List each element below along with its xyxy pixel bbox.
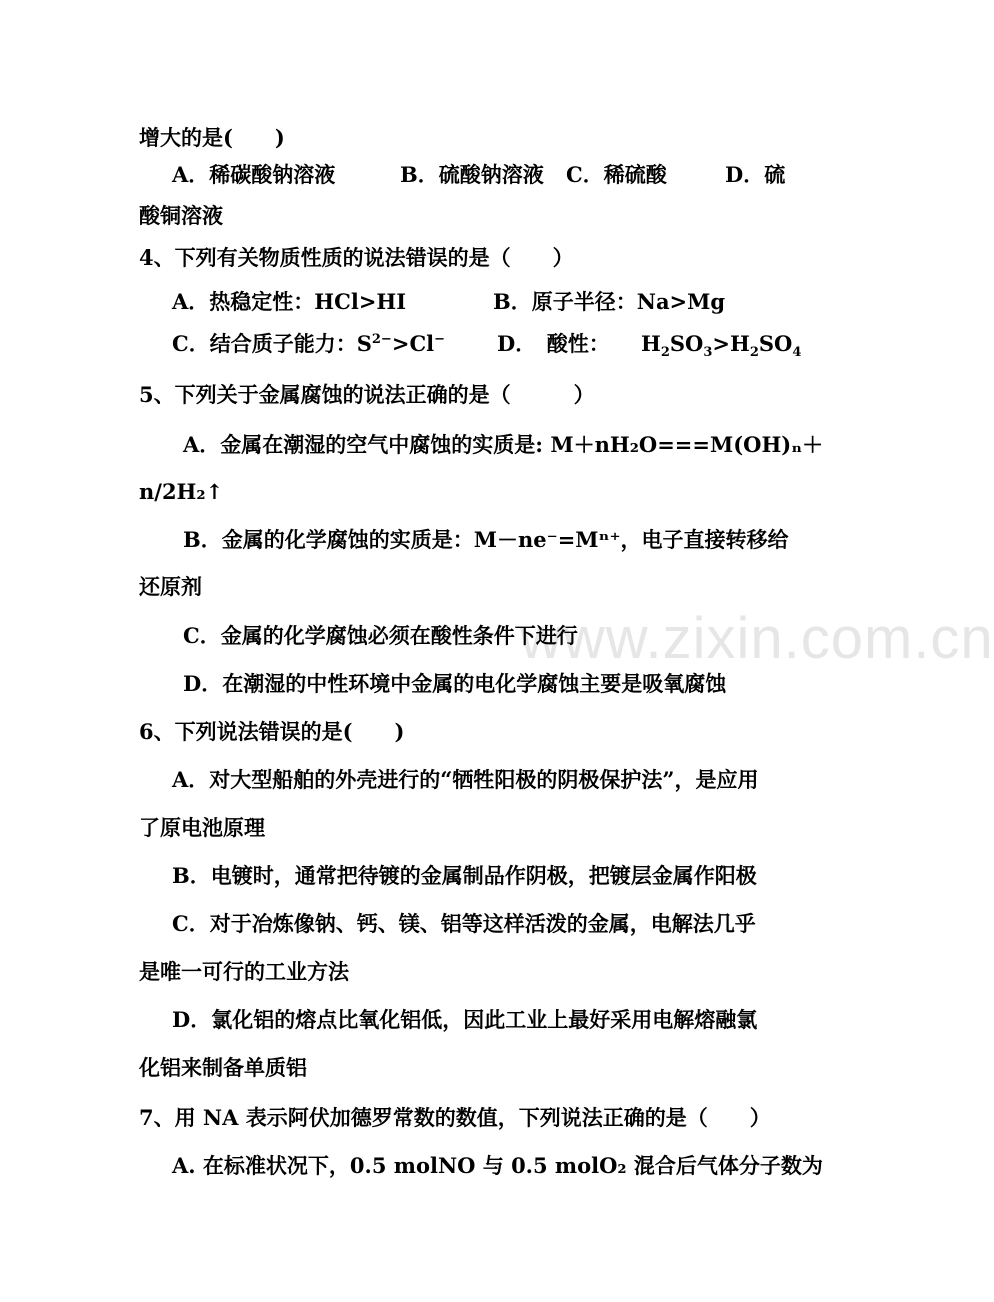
- option-d: D．硫: [725, 162, 786, 187]
- question-6-option-c-cont: 是唯一可行的工业方法: [139, 959, 349, 984]
- question-5-option-a-cont: n/2H₂↑: [139, 479, 224, 504]
- question-5-stem: 5、下列关于金属腐蚀的说法正确的是（ ）: [139, 382, 595, 407]
- question-6-stem: 6、下列说法错误的是( ): [139, 719, 405, 744]
- question-5-option-c: C．金属的化学腐蚀必须在酸性条件下进行: [183, 623, 578, 648]
- option-d-formula: $H_2SO_3>H_2SO_4$: [641, 331, 802, 361]
- question-5-option-a: A．金属在潮湿的空气中腐蚀的实质是: M＋nH₂O===M(OH)ₙ＋: [183, 432, 824, 457]
- question-6-option-c: C．对于冶炼像钠、钙、镁、铝等这样活泼的金属，电解法几乎: [172, 911, 756, 936]
- option-b: B．原子半径：Na>Mg: [493, 289, 726, 314]
- option-a: A．热稳定性：HCl>HI: [172, 289, 407, 314]
- question-4-stem: 4、下列有关物质性质的说法错误的是（ ）: [139, 245, 574, 270]
- option-c: C．结合质子能力：$S^{2-}>Cl^-$: [172, 331, 446, 356]
- question-6-option-a-cont: 了原电池原理: [139, 815, 265, 840]
- question-6-option-b: B．电镀时，通常把待镀的金属制品作阴极，把镀层金属作阳极: [172, 863, 757, 888]
- option-c: C．稀硫酸: [566, 162, 667, 187]
- question-5-option-b: B．金属的化学腐蚀的实质是：M－ne⁻=Mⁿ⁺，电子直接转移给: [183, 527, 789, 552]
- watermark: www.zixin.com.cn: [520, 606, 994, 671]
- question-5-option-b-cont: 还原剂: [139, 574, 202, 599]
- question-3-option-d-cont: 酸铜溶液: [139, 203, 223, 228]
- question-3-stem-end: 增大的是( ): [139, 125, 285, 150]
- question-5-option-d: D．在潮湿的中性环境中金属的电化学腐蚀主要是吸氧腐蚀: [183, 671, 727, 696]
- question-6-option-d-cont: 化铝来制备单质铝: [139, 1055, 307, 1080]
- option-d-label: D． 酸性：: [497, 331, 610, 356]
- question-7-stem: 7、用 NA 表示阿伏加德罗常数的数值，下列说法正确的是（ ）: [139, 1105, 771, 1130]
- option-a: A．稀碳酸钠溶液: [172, 162, 336, 187]
- question-6-option-a: A．对大型船舶的外壳进行的“牺牲阳极的阴极保护法”，是应用: [172, 767, 759, 792]
- option-b: B．硫酸钠溶液: [400, 162, 544, 187]
- question-6-option-d: D．氯化铝的熔点比氧化铝低，因此工业上最好采用电解熔融氯: [172, 1007, 758, 1032]
- question-7-option-a: A. 在标准状况下，0.5 molNO 与 0.5 molO₂ 混合后气体分子数为: [172, 1153, 823, 1178]
